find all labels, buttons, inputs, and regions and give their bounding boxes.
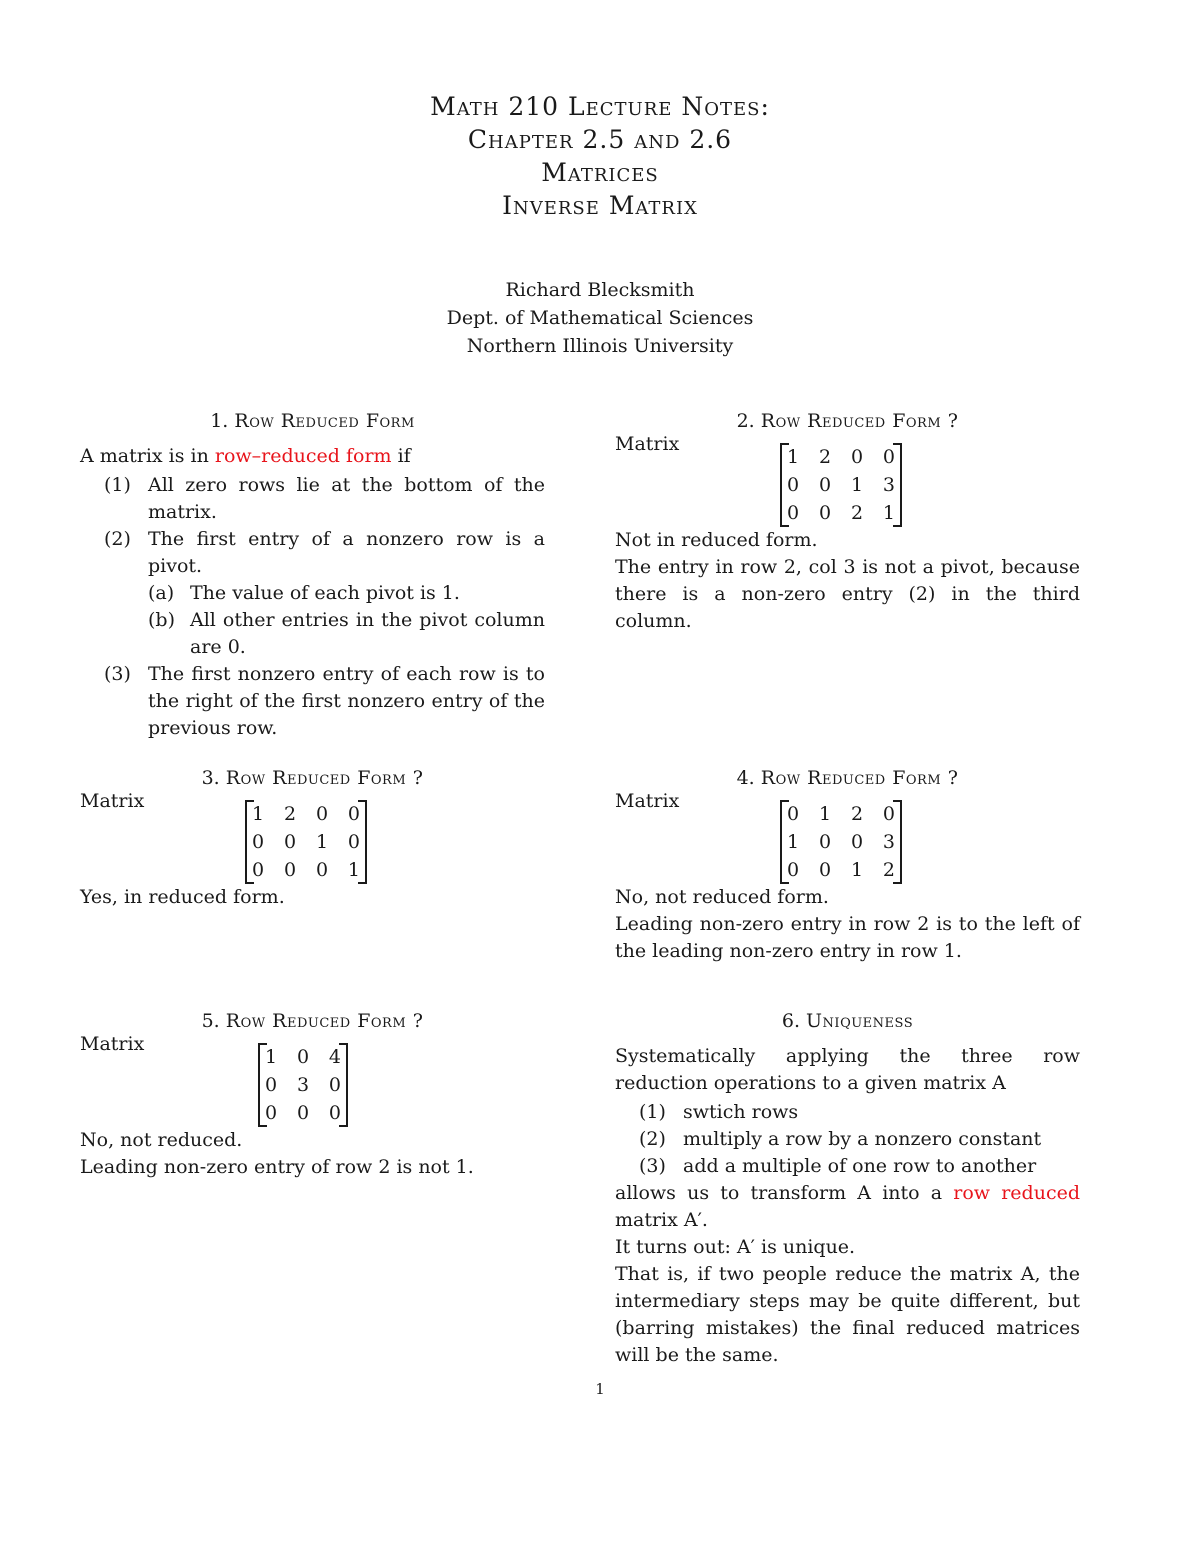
matrix-entry: 0 (347, 831, 360, 853)
matrix-entry: 2 (850, 803, 864, 825)
closing-remark: That is, if two people reduce the matrix A, the intermediary steps may be quite different, but (barring mistakes) the final reduced matrices will be the same. (615, 1263, 1080, 1366)
matrix-entry: 0 (787, 474, 800, 496)
section-5 (80, 1008, 545, 1181)
matrix-entry: 2 (283, 803, 297, 825)
matrix-entry: 0 (252, 859, 265, 881)
section-2-heading (615, 408, 1080, 435)
sub-list-item: (a) The value of each pivot is 1. (148, 582, 460, 604)
matrix-entry: 0 (283, 831, 297, 853)
uniqueness-claim: It turns out: A′ is unique. (615, 1236, 856, 1258)
matrix-row (252, 800, 360, 828)
section-6 (615, 1008, 1080, 1369)
matrix-entry: 3 (296, 1074, 310, 1096)
matrix-entry: 0 (818, 474, 832, 496)
matrix-entry: 0 (818, 831, 832, 853)
matrix-entry: 0 (787, 502, 800, 524)
definition-intro: A matrix is in row–reduced form if (80, 445, 411, 467)
section-6-heading (615, 1008, 1080, 1035)
list-item: (3) The first nonzero entry of each row is to the right of the first nonzero entry of the previous row. (104, 663, 545, 739)
matrix-label: Matrix (615, 790, 680, 812)
matrix-entry: 2 (818, 446, 832, 468)
matrix (780, 800, 902, 884)
matrix-entry: 0 (787, 859, 800, 881)
section-number: 4. (736, 767, 755, 789)
matrix-entry: 1 (882, 502, 895, 524)
verdict: No, not reduced form. (615, 886, 829, 908)
section-2 (615, 408, 1080, 635)
matrix-entry: 0 (787, 803, 800, 825)
matrix-entry: 1 (818, 803, 832, 825)
author-name: Richard Blecksmith (505, 279, 695, 301)
explanation: Leading non-zero entry in row 2 is to the left of the leading non-zero entry in row 1. (615, 913, 1080, 962)
matrix-row (252, 856, 360, 884)
matrix-entry: 0 (850, 831, 864, 853)
matrix-entry: 0 (818, 502, 832, 524)
section-1 (80, 408, 545, 742)
section-4 (615, 765, 1080, 965)
section-3-heading (80, 765, 545, 792)
matrix-line (615, 433, 1080, 527)
sub-condition-list (148, 580, 545, 661)
highlight-term: row reduced (953, 1182, 1080, 1204)
matrix-entry: 1 (315, 831, 329, 853)
matrix-entry: 0 (850, 446, 864, 468)
section-title: Row Reduced Form (234, 410, 415, 432)
matrix-label: Matrix (615, 433, 680, 455)
section-number: 5. (201, 1010, 220, 1032)
section-1-heading (80, 408, 545, 435)
matrix-entry: 3 (882, 831, 895, 853)
highlight-term: row–reduced form (214, 445, 392, 467)
matrix-entry: 0 (265, 1102, 278, 1124)
verdict: Not in reduced form. (615, 529, 818, 551)
matrix-entry: 0 (296, 1046, 310, 1068)
matrix-entry: 4 (328, 1046, 341, 1068)
matrix-entry: 0 (315, 803, 329, 825)
section-number: 6. (781, 1010, 800, 1032)
section-title: Uniqueness (806, 1010, 914, 1032)
matrix-row (265, 1071, 341, 1099)
section-3 (80, 765, 545, 911)
section-title: Row Reduced Form ? (760, 410, 959, 432)
section-title: Row Reduced Form ? (225, 767, 424, 789)
matrix-entry: 1 (347, 859, 360, 881)
matrix-entry: 0 (296, 1102, 310, 1124)
matrix-entry: 0 (315, 859, 329, 881)
matrix-row (265, 1099, 341, 1127)
matrix-entry: 1 (850, 474, 864, 496)
list-item: (2) multiply a row by a nonzero constant (639, 1128, 1042, 1150)
matrix-entry: 0 (818, 859, 832, 881)
matrix-entry: 0 (328, 1102, 341, 1124)
sub-list-item: (b) All other entries in the pivot column are 0. (148, 609, 545, 658)
matrix-row (252, 828, 360, 856)
title-line-2: Chapter 2.5 and 2.6 (467, 125, 733, 154)
matrix-entry: 1 (787, 831, 800, 853)
page-number: 1 (595, 1380, 605, 1398)
list-item: (3) add a multiple of one row to another (639, 1155, 1037, 1177)
section-title: Row Reduced Form ? (225, 1010, 424, 1032)
matrix-row (787, 471, 895, 499)
matrix (245, 800, 367, 884)
matrix-entry: 0 (882, 803, 895, 825)
section-title: Row Reduced Form ? (760, 767, 959, 789)
matrix-entry: 1 (787, 446, 800, 468)
matrix-entry: 3 (882, 474, 895, 496)
matrix-line (80, 1033, 545, 1127)
matrix-entry: 0 (265, 1074, 278, 1096)
matrix (258, 1043, 348, 1127)
title-block (0, 90, 1200, 222)
matrix-entry: 0 (347, 803, 360, 825)
matrix-row (265, 1043, 341, 1071)
matrix-entry: 2 (850, 502, 864, 524)
section-5-heading (80, 1008, 545, 1035)
matrix-line (80, 790, 545, 884)
title-line-4: Inverse Matrix (502, 191, 698, 220)
explanation: Leading non-zero entry of row 2 is not 1. (80, 1156, 474, 1178)
matrix-entry: 2 (882, 859, 895, 881)
section-number: 3. (201, 767, 220, 789)
matrix-entry: 1 (265, 1046, 278, 1068)
author-university: Northern Illinois University (466, 335, 734, 357)
transform-statement: allows us to transform A into a row reduced matrix A′. (615, 1182, 1080, 1231)
matrix-row (787, 856, 895, 884)
matrix (780, 443, 902, 527)
matrix-entry: 1 (850, 859, 864, 881)
matrix-label: Matrix (80, 1033, 145, 1055)
title-line-1: Math 210 Lecture Notes: (430, 92, 770, 121)
matrix-entry: 0 (328, 1074, 341, 1096)
matrix-row (787, 828, 895, 856)
section-number: 1. (210, 410, 229, 432)
explanation: The entry in row 2, col 3 is not a pivot, because there is a non-zero entry (2) in the third column. (615, 556, 1080, 632)
matrix-entry: 0 (252, 831, 265, 853)
matrix-entry: 0 (283, 859, 297, 881)
matrix-row (787, 443, 895, 471)
verdict: Yes, in reduced form. (80, 886, 285, 908)
section-4-heading (615, 765, 1080, 792)
uniqueness-intro: Systematically applying the three row reduction operations to a given matrix A (615, 1045, 1080, 1094)
author-dept: Dept. of Mathematical Sciences (446, 307, 754, 329)
condition-list (80, 472, 545, 742)
matrix-entry: 0 (882, 446, 895, 468)
row-operations-list (615, 1099, 1080, 1180)
matrix-entry: 1 (252, 803, 265, 825)
list-item: (1) swtich rows (639, 1101, 799, 1123)
matrix-row (787, 800, 895, 828)
title-line-3: Matrices (541, 158, 659, 187)
matrix-line (615, 790, 1080, 884)
author-block (0, 276, 1200, 360)
verdict: No, not reduced. (80, 1129, 243, 1151)
section-number: 2. (736, 410, 755, 432)
matrix-row (787, 499, 895, 527)
list-item: (2) The first entry of a nonzero row is a pivot. (a) The value of each pivot is 1. (b) All other entries in the pivot column are 0. (80, 526, 545, 661)
matrix-label: Matrix (80, 790, 145, 812)
list-item: (1) All zero rows lie at the bottom of the matrix. (104, 474, 545, 523)
